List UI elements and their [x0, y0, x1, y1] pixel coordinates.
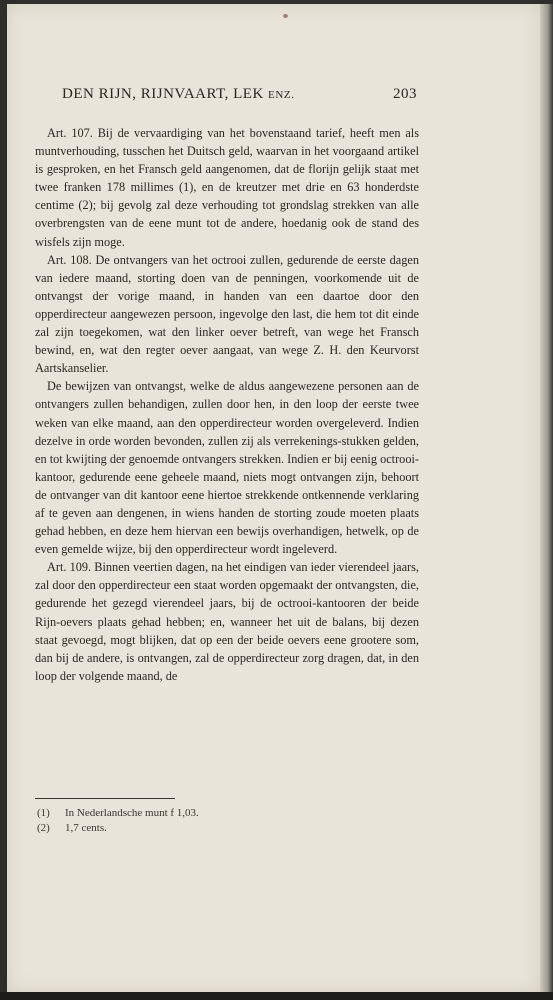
running-title-abbr: ENZ.	[268, 89, 295, 101]
footnote-1	[37, 806, 337, 821]
body-text	[35, 124, 419, 685]
paragraph-receipts: De bewijzen van ontvangst, welke de aldus aangewezene personen aan de ontvangers zullen behandigen, zullen door hen, in den loop der eerste twee weken van elke maand, aan den opperdirecteur worden overgeleverd. Indien dezelve in orde worden bevonden, zullen zij als verrekenings-stukken gelden, en tot kwijting der genoemde ontvangers strekken. Indien er bij eenig octrooi-kantoor, gedurende eene geheele maand, niets mogt ontvangen zijn, behoort de ontvanger van dit kantoor eene hiertoe strekkende ontkennende verklaring af te geven aan dengenen, in wiens handen de storting zoude moeten plaats gehad hebben, en deze hem hiervan een bewijs overhandigen, hetwelk, op de even gemelde wijze, bij den opperdirecteur wordt ingeleverd.	[35, 379, 419, 557]
page-edge	[540, 4, 553, 992]
paragraph-art-107: Art. 107. Bij de vervaardiging van het bovenstaand tarief, heeft men als muntverhouding, tusschen het Duitsch geld, waarvan in het voorgaand artikel is gesproken, en het Fransch geld aangenomen, dat de florijn gelijk staat met twee franken 178 millimes (1), en de kreutzer met drie en 63 honderdste centime (2); bij gevolg zal deze verhouding tot grondslag strekken van alle overbrengsten van de eene munt tot de andere, hoedanig ook de stand des wisfels zijn moge.	[35, 126, 419, 249]
running-title	[62, 86, 295, 103]
paper-stain	[283, 14, 288, 18]
scan-border	[0, 992, 553, 1000]
footnote-rule	[35, 798, 175, 799]
footnotes	[37, 806, 337, 836]
running-title-text: DEN RIJN, RIJNVAART, LEK	[62, 86, 264, 102]
page-number: 203	[393, 86, 417, 102]
paragraph-art-109: Art. 109. Binnen veertien dagen, na het eindigen van ieder vierendeel jaars, zal door den opperdirecteur een staat worden opgemaakt der ontvangsten, die, gedurende het gezegd vierendeel jaars, bij de octrooi-kantooren der beide Rijn-oevers plaats gehad hebben; en, wanneer het uit de balans, bij dezen staat gevoegd, mogt blijken, dat op een der beide oevers eene grootere som, dan bij de andere, is ontvangen, zal de opperdirecteur zorg dragen, dat, in den loop der volgende maand, de	[35, 560, 419, 683]
footnote-marker: (1)	[37, 807, 50, 819]
footnote-text: 1,7 cents.	[65, 822, 107, 834]
footnote-text: In Nederlandsche munt f 1,03.	[65, 807, 199, 819]
paragraph-art-108: Art. 108. De ontvangers van het octrooi zullen, gedurende de eerste dagen van iedere maand, storting doen van de penningen, voorkomende uit de ontvangst der vorige maand, in handen van een daartoe door den opperdirecteur aangewezen persoon, ingevolge den last, die hem tot dit einde zal zijn toegekomen, wat den linker oever betreft, van wege het Fransch bewind, en, wat den regter oever aangaat, van wege Z. H. den Keurvorst Aartskanselier.	[35, 252, 419, 376]
footnote-2	[37, 821, 337, 836]
footnote-marker: (2)	[37, 822, 50, 834]
